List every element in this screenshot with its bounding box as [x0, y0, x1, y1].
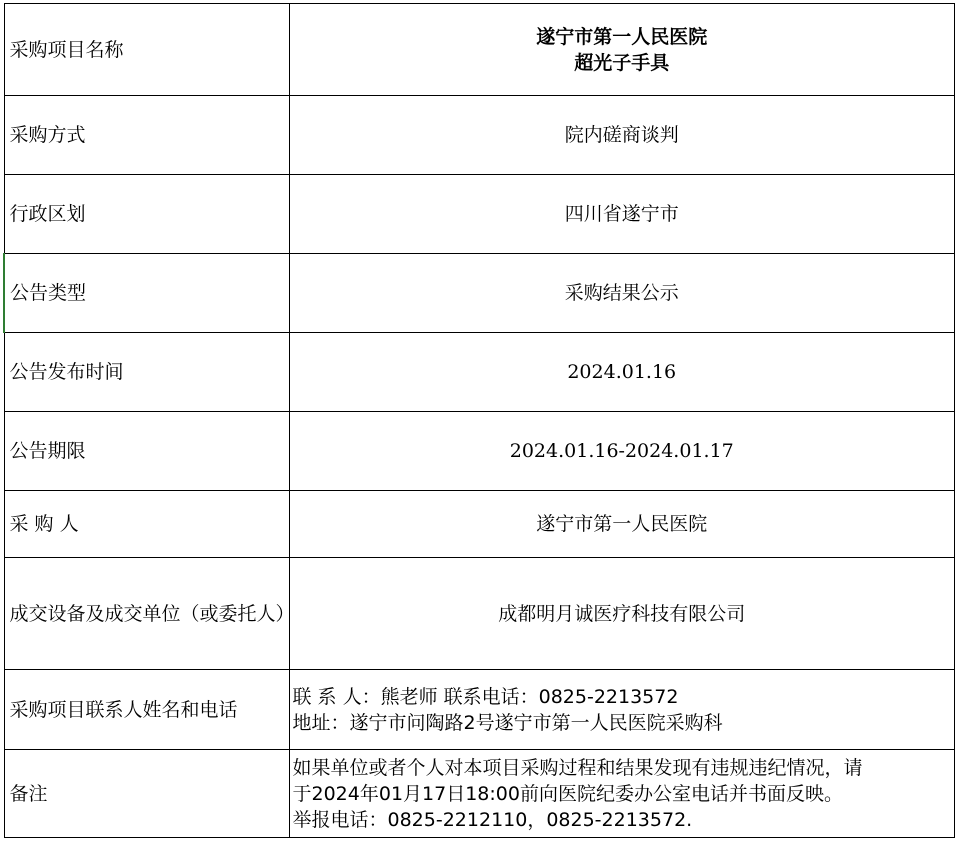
contact-line-2: 地址：遂宁市问陶路2号遂宁市第一人民医院采购科 [292, 711, 723, 734]
table-row [4, 333, 955, 412]
row-value-notice-period: 2024.01.16-2024.01.17 [289, 412, 955, 491]
row-label-remarks: 备注 [4, 750, 289, 838]
row-value-winning-supplier: 成都明月诚医疗科技有限公司 [289, 558, 955, 670]
table-row [4, 96, 955, 175]
table-row [4, 558, 955, 670]
row-label-procurement-method: 采购方式 [4, 96, 289, 175]
row-label-notice-type: 公告类型 [4, 254, 289, 333]
remarks-line-1: 如果单位或者个人对本项目采购过程和结果发现有违规违纪情况，请 [292, 756, 863, 779]
table-row [4, 750, 955, 838]
table-row [4, 412, 955, 491]
row-label-publish-time: 公告发布时间 [4, 333, 289, 412]
row-value-purchaser: 遂宁市第一人民医院 [289, 491, 955, 558]
row-value-project-name [289, 4, 955, 96]
table-row [4, 670, 955, 750]
row-label-project-name: 采购项目名称 [4, 4, 289, 96]
remarks-line-3: 举报电话：0825-2212110，0825-2213572. [292, 808, 693, 831]
row-value-region: 四川省遂宁市 [289, 175, 955, 254]
row-value-contact [289, 670, 955, 750]
table-row [4, 4, 955, 96]
project-name-line-1: 遂宁市第一人民医院 [536, 25, 708, 48]
row-label-purchaser: 采 购 人 [4, 491, 289, 558]
row-label-notice-period: 公告期限 [4, 412, 289, 491]
table-row [4, 254, 955, 333]
table-row [4, 491, 955, 558]
procurement-notice-table [3, 3, 955, 838]
row-value-procurement-method: 院内磋商谈判 [289, 96, 955, 175]
project-name-line-2: 超光子手具 [574, 51, 670, 74]
row-label-winning-supplier: 成交设备及成交单位（或委托人） [4, 558, 289, 670]
row-label-contact: 采购项目联系人姓名和电话 [4, 670, 289, 750]
row-value-remarks [289, 750, 955, 838]
row-value-notice-type: 采购结果公示 [289, 254, 955, 333]
row-label-region: 行政区划 [4, 175, 289, 254]
table-row [4, 175, 955, 254]
contact-line-1: 联 系 人：熊老师 联系电话：0825-2213572 [292, 685, 679, 708]
row-value-publish-time: 2024.01.16 [289, 333, 955, 412]
remarks-line-2: 于2024年01月17日18:00前向医院纪委办公室电话并书面反映。 [292, 782, 843, 805]
